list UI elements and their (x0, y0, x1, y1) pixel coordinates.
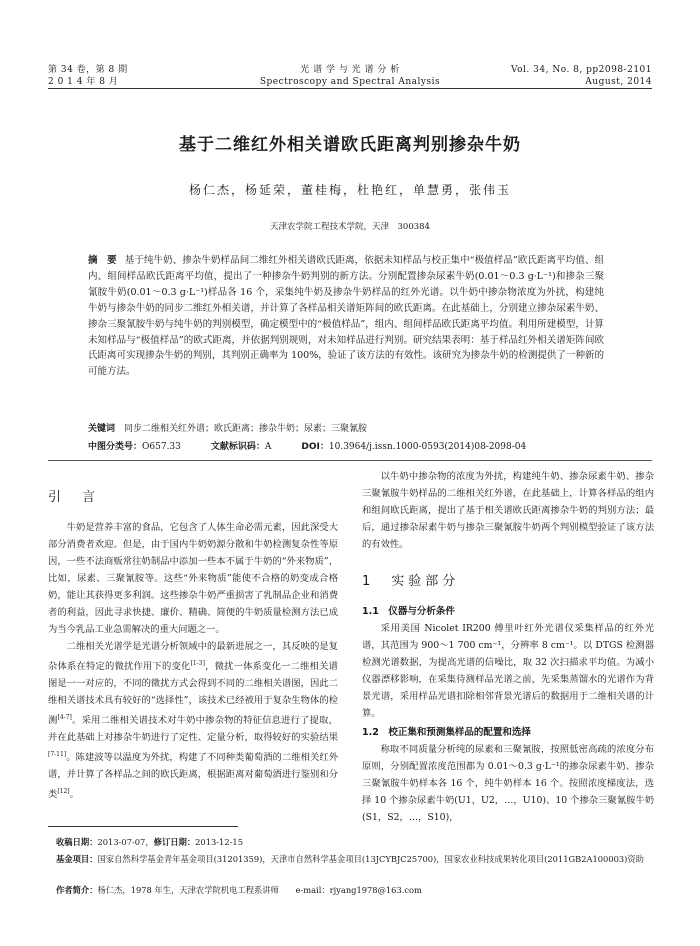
footnote-divider (48, 826, 238, 827)
abstract-label: 摘 要 (88, 255, 117, 266)
journal-name-cn: 光 谱 学 与 光 谱 分 析 (300, 65, 400, 75)
intro-paragraph-2: 二维相关光谱学是光谱分析领域中的最新进展之一，其反映的是复杂体系在特定的微扰作用下的变化[1-3]，微扰一体系变化一二维相关谱图是一一对应的，不同的微扰方式会得到不同的二维相关谱图，因此二维相关谱技术具有较好的“选择性”，该技术已经被用于复杂生物体的检测[4-7]。采用二维相关谱技术对牛奶中掺杂物的特征信息进行了提取，并在此基础上对掺杂牛奶进行了定性、定量分析，取得较好的实验结果[7-11]。陈建波等以温度为外扰，构建了不同种类葡萄酒的二维相关红外谱，并计算了各样品之间的欧氏距离，根据距离对葡萄酒进行鉴别和分类[12]。 (48, 641, 338, 801)
subsection-1-1-title: 1.1 仪器与分析条件 (362, 606, 455, 617)
doc-code-value: A (264, 442, 272, 452)
affiliation: 天津农学院工程技术学院，天津 300384 (270, 222, 430, 232)
received-date: 2013-07-07， (97, 837, 154, 847)
intro-continuation: 以牛奶中掺杂物的浓度为外扰，构建纯牛奶、掺杂尿素牛奶、掺杂三聚氰胺牛奶样品的二维相关红外谱，在此基础上，计算各样品的组内和组间欧氏距离，提出了基于相关谱欧氏距离掺杂牛奶的判别方法；最后，通过掺杂尿素牛奶与掺杂三聚氰胺牛奶两个判别模型验证了该方法的有效性。 (362, 471, 654, 550)
intro-paragraph-1: 牛奶是营养丰富的食品，它包含了人体生命必需元素，因此深受大部分消费者欢迎。但是，由于国内牛奶奶源分散和牛奶检测复杂性等原因，一些不法商贩常往奶制品中添加一些本不属于牛奶的“外来物质”，比如，尿素、三聚氰胺等。这些“外来物质”能使不合格的奶变成合格奶，能让其获得更多利润。这些掺杂牛奶严重损害了乳制品企业和消费者的利益，因此寻求快捷、廉价、精确、简便的牛奶质量检测方法已成为当今乳品工业急需解决的重大问题之一。 (48, 522, 338, 635)
subsection-1-1-body: 采用美国 Nicolet IR200 傅里叶红外光谱仪采集样品的红外光谱，其范围为 900～1 700 cm⁻¹，分辨率 8 cm⁻¹。以 DTGS 检测器检测光谱数据，为提高光谱的信噪比，取 32 次扫描求平均值。为减小仪器漂移影响，在采集待测样品光谱之前，先采集蒸馏水的光谱作为背景光谱，采用样品光谱扣除相邻背景光谱后的数据用于二维相关谱的计算。 (362, 623, 654, 719)
author-list: 杨仁杰，杨延荣，董桂梅，杜艳红，单慧勇，张伟玉 (188, 183, 511, 197)
volume-pages: Vol. 34, No. 8, pp2098-2101 (510, 65, 652, 75)
abstract (88, 253, 604, 380)
revised-date: 2013-12-15 (195, 837, 243, 847)
abstract-divider (48, 460, 652, 461)
citation-ref: [1-3] (190, 660, 205, 667)
subsection-1-2-title: 1.2 校正集和预测集样品的配置和选择 (362, 727, 531, 738)
intro-heading: 引 言 (48, 490, 100, 505)
doi-label: DOI： (301, 442, 329, 452)
classification-line (88, 440, 628, 454)
clc-value: O657.33 (142, 442, 181, 452)
citation-ref: [7-11] (48, 751, 67, 759)
keywords-label: 关键词 (88, 424, 116, 434)
publication-date: 2 0 1 4 年 8 月 (48, 77, 119, 87)
doi-value: 10.3964/j.issn.1000-0593(2014)08-2098-04 (328, 442, 527, 452)
abstract-text: 基于纯牛奶、掺杂牛奶样品间二维红外相关谱欧氏距离，依据未知样品与校正集中“极值样品”欧氏距离平均值、组内、组间样品欧氏距离平均值，提出了一种掺杂牛奶判别的新方法。分别配置掺杂尿素牛奶(0.01～0.3 g·L⁻¹)和掺杂三聚氰胺牛奶(0.01～0.3 g·L⁻¹)样品各 16 个，采集纯牛奶及掺杂牛奶样品的红外光谱。以牛奶中掺杂物浓度为外扰，构建纯牛奶与掺杂牛奶的同步二维红外相关谱，并计算了各样品相关谱矩阵间的欧氏距离。在此基础上，分别建立掺杂尿素牛奶、掺杂三聚氰胺牛奶与纯牛奶的判别模型，确定模型中的“极值样品”，组内、组间样品欧氏距离平均值。利用所建模型，计算未知样品与“极值样品”的欧式距离，并依据判别规则，对未知样品进行判别。研究结果表明：基于样品红外相关谱矩阵间欧氏距离可实现掺杂牛奶的判别，其判别正确率为 100%，验证了该方法的有效性。该研究为掺杂牛奶的检测提供了一种新的可能方法。 (88, 255, 604, 378)
citation-ref: [4-7] (57, 714, 72, 722)
citation-ref: [12] (57, 788, 70, 796)
keywords (88, 422, 608, 436)
journal-name-en: Spectroscopy and Spectral Analysis (259, 77, 441, 87)
author-email: e-mail：rjyang1978@163.com (295, 885, 422, 895)
footnote-author-bio: 作者简介：杨仁杰，1978 年生，天津农学院机电工程系讲师 e-mail：rjyang1978@163.com (56, 885, 422, 895)
author-bio-text: 杨仁杰，1978 年生，天津农学院机电工程系讲师 (97, 885, 279, 895)
paper-title: 基于二维红外相关谱欧氏距离判别掺杂牛奶 (179, 135, 521, 155)
volume-issue: 第 34 卷，第 8 期 (48, 65, 128, 75)
section-1-heading: 1 实验部分 (362, 574, 460, 589)
doc-code-label: 文献标识码： (210, 442, 265, 452)
header-divider (48, 88, 652, 89)
footnote-funding: 基金项目：国家自然科学基金青年基金项目(31201359)，天津市自然科学基金项目(13JCYBJC25700)，国家农业科技成果转化项目(2011GB2A100003)资助 (56, 854, 644, 864)
publication-month: August, 2014 (585, 77, 652, 87)
footnote-dates: 收稿日期：2013-07-07，修订日期：2013-12-15 (56, 837, 243, 847)
journal-page-info (511, 64, 652, 88)
clc-label: 中图分类号： (88, 442, 143, 452)
funding-text: 国家自然科学基金青年基金项目(31201359)，天津市自然科学基金项目(13JCYBJC25700)，国家农业科技成果转化项目(2011GB2A100003)资助 (97, 854, 644, 864)
subsection-1-2-body: 称取不同质量分析纯的尿素和三聚氰胺，按照低密高疏的浓度分布原则，分别配置浓度范围都为 0.01～0.3 g·L⁻¹的掺杂尿素牛奶、掺杂三聚氰胺牛奶样本各 16 个，纯牛奶样本 16 个。按照浓度梯度法，选择 10 个掺杂尿素牛奶(U1，U2，…，U10)、10 个掺杂三聚氰胺牛奶(S1，S2，…，S10)， (362, 744, 654, 823)
keywords-text: 同步二维相关红外谱；欧氏距离；掺杂牛奶；尿素；三聚氰胺 (124, 424, 368, 434)
intro-body (48, 519, 338, 803)
